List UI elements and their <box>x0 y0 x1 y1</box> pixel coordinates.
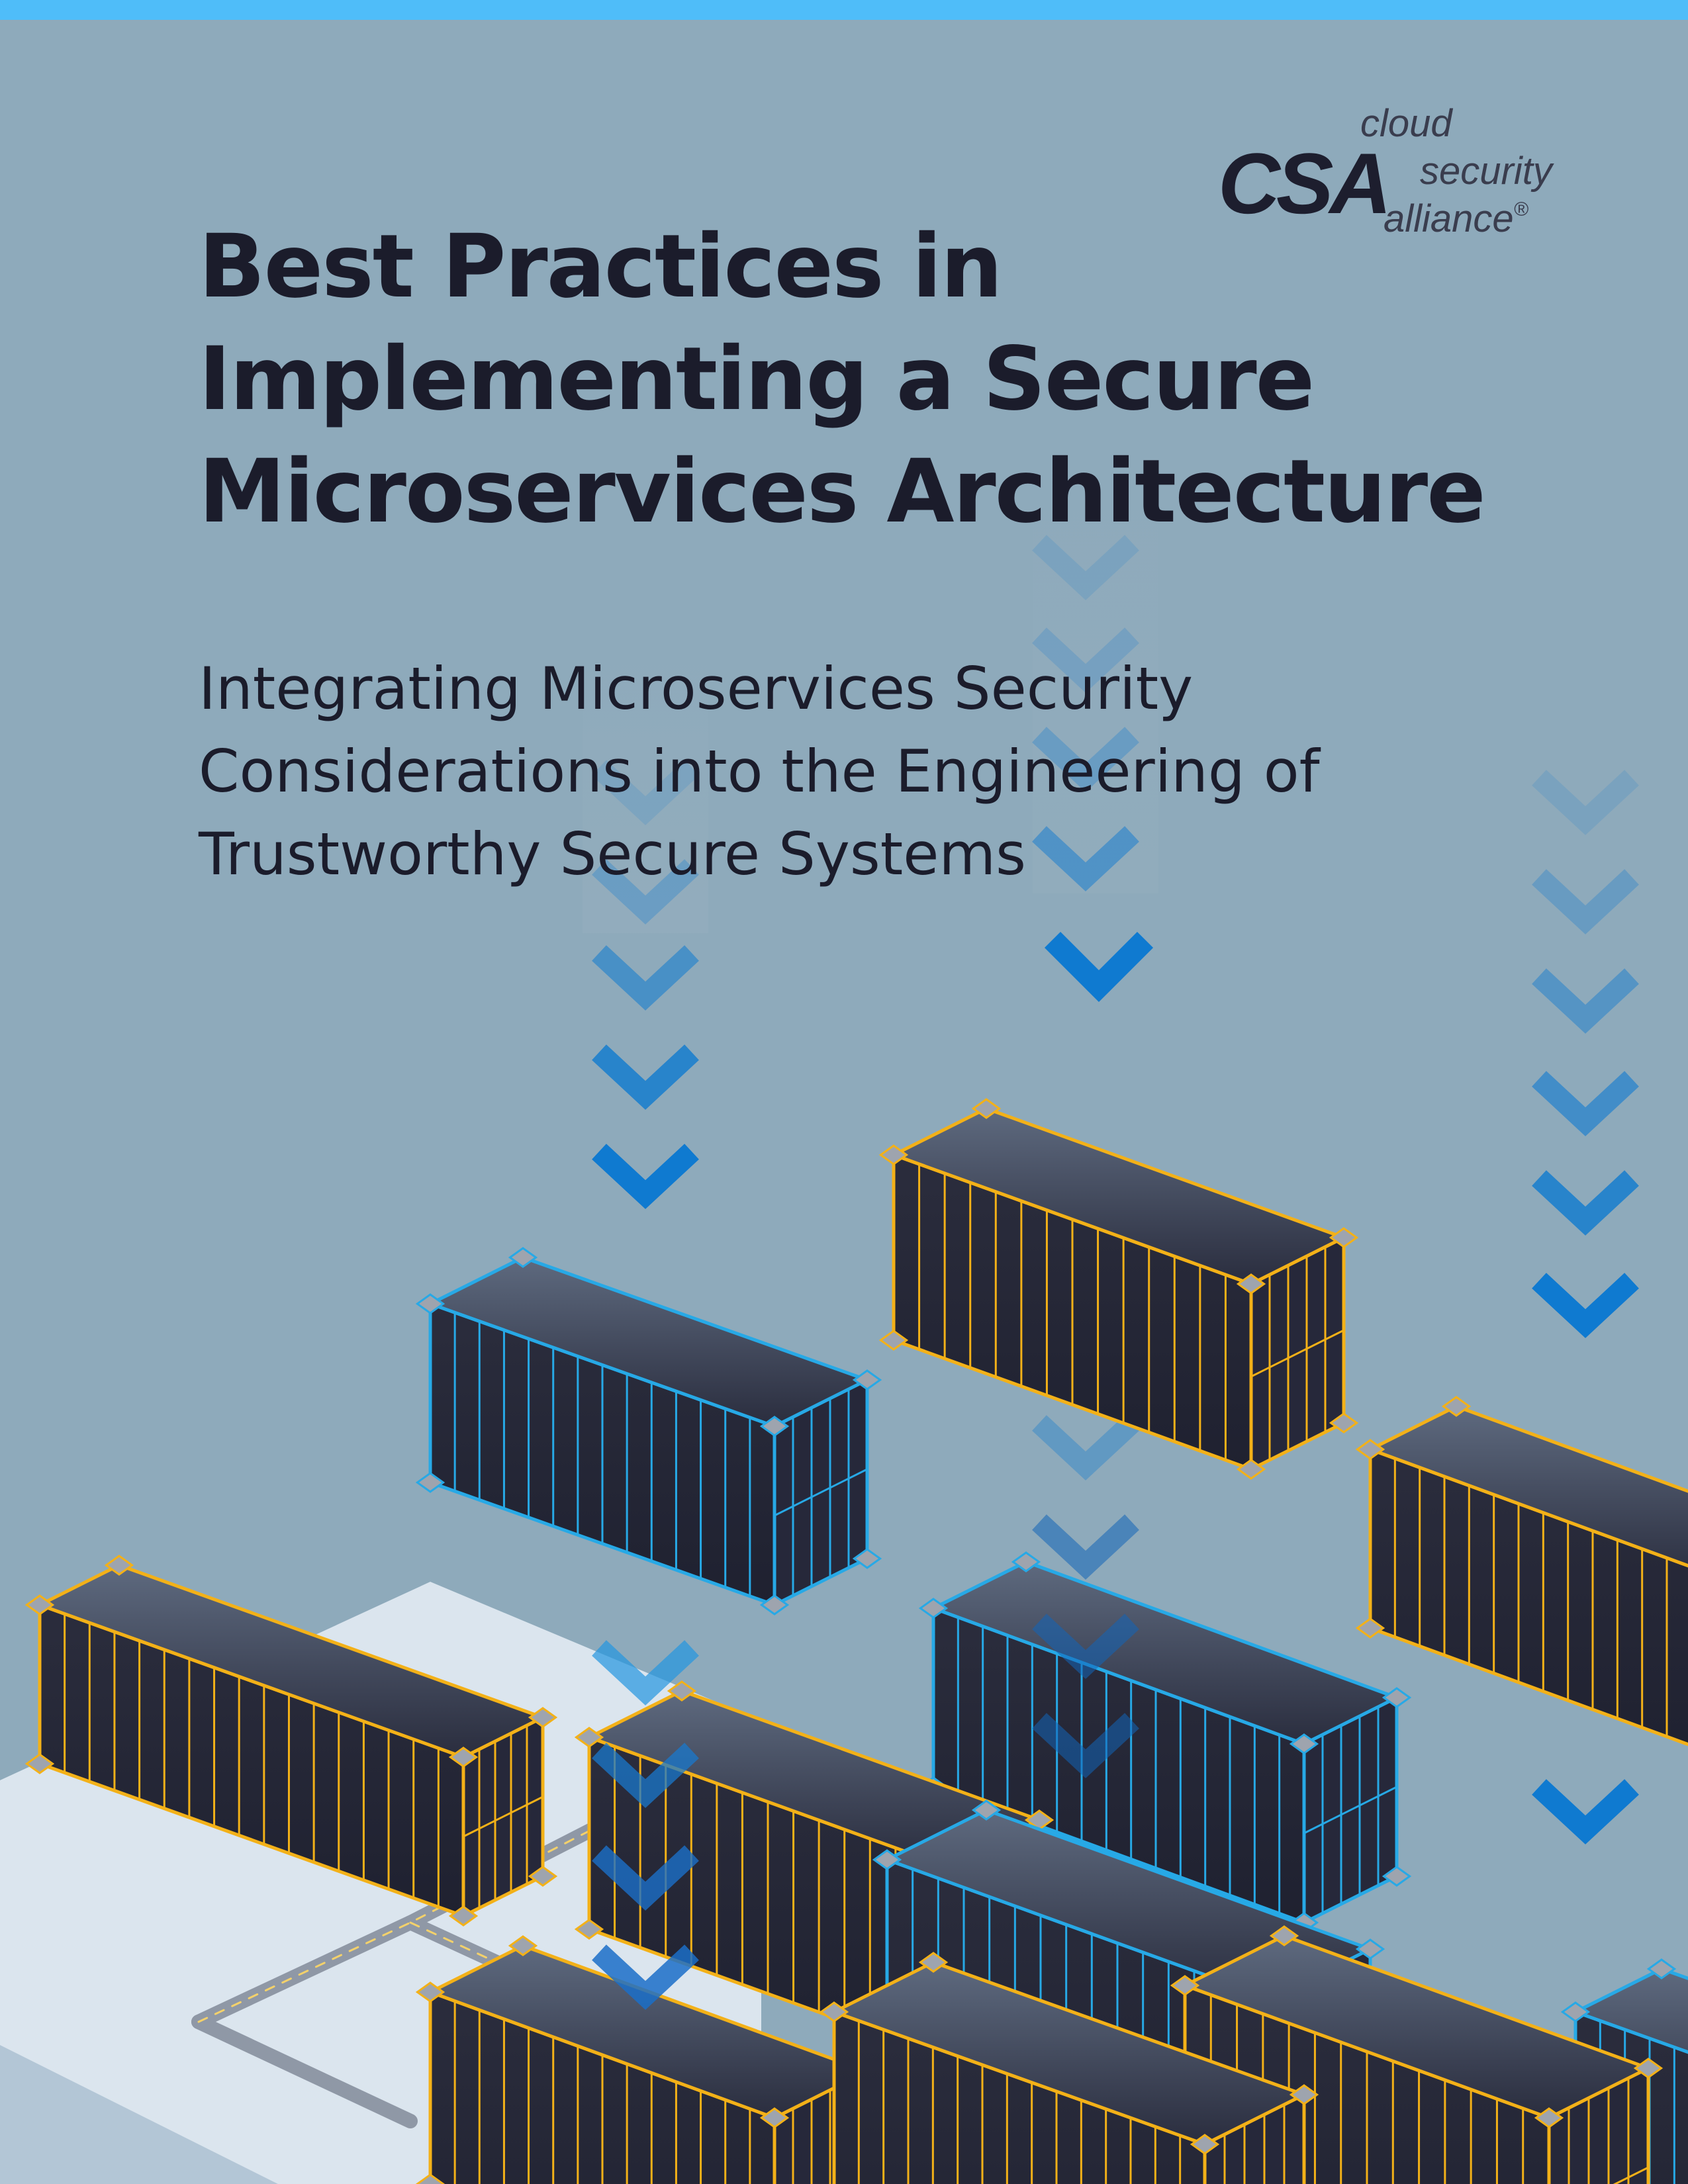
logo-word-security: security <box>1420 150 1552 193</box>
chevron-down-icon <box>1039 1423 1132 1466</box>
chevron-down-icon <box>1053 940 1145 986</box>
chevron-down-icon <box>1539 1178 1632 1221</box>
chevron-down-icon <box>599 1052 692 1095</box>
chevron-down-icon <box>1039 1522 1132 1565</box>
chevron-down-icon <box>1539 1079 1632 1122</box>
csa-logo-mark: CSA <box>1218 135 1388 232</box>
logo-word-alliance: alliance® <box>1383 197 1528 240</box>
chevron-down-icon <box>1539 1787 1632 1830</box>
document-title: Best Practices in Implementing a Secure Microservices Architecture <box>199 216 1485 543</box>
chevron-down-icon <box>599 1152 692 1195</box>
shipping-container-icon <box>417 1248 880 1614</box>
chevron-down-icon <box>599 953 692 996</box>
chevron-down-icon <box>1539 976 1632 1019</box>
shipping-container-icon <box>880 1099 1356 1479</box>
document-subtitle: Integrating Microservices Security Considerations into the Engineering of Trustworthy Secure Systems <box>199 655 1320 888</box>
chevron-down-icon <box>1539 1281 1632 1324</box>
registered-mark: ® <box>1513 199 1528 220</box>
logo-word-cloud: cloud <box>1360 102 1452 145</box>
shipping-container-icon <box>1357 1397 1688 1773</box>
